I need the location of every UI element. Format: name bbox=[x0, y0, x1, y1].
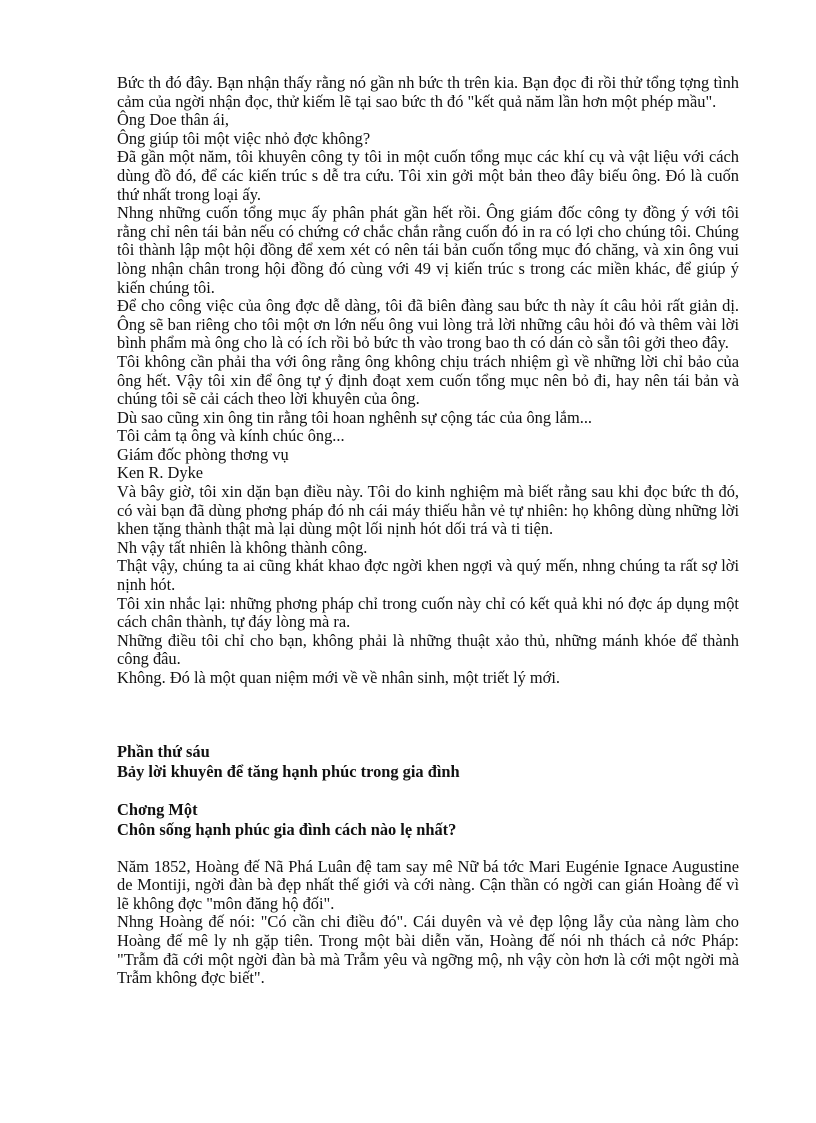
paragraph: Tôi không cần phải tha với ông rằng ông không chịu trách nhiệm gì về những lời chỉ bảo của ông hết. Vậy tôi xin để ông tự ý định đoạt xem cuốn tổng mục nên bỏ đi, hay nên tái bản và chúng tôi sẽ cải cách theo lời khuyên của ông. bbox=[117, 351, 739, 409]
paragraph: Bức th đó đây. Bạn nhận thấy rằng nó gần nh bức th trên kia. Bạn đọc đi rồi thử tổng tợng tình cảm của ngời nhận đọc, thử kiếm lẽ tại sao bức th đó "kết quả năm lần hơn một phép mầu". bbox=[117, 73, 739, 111]
paragraph: Đã gần một năm, tôi khuyên công ty tôi in một cuốn tổng mục các khí cụ và vật liệu với cách dùng đồ đó, để các kiến trúc s dễ tra cứu. Tôi xin gởi một bản theo đây biếu ông. Đó là cuốn thứ nhất trong loại ấy. bbox=[117, 147, 739, 204]
paragraph: Năm 1852, Hoàng đế Nã Phá Luân đệ tam say mê Nữ bá tớc Mari Eugénie Ignace Augustine de Montiji, ngời đàn bà đẹp nhất thế giới và cới nàng. Cận thần có ngời can gián Hoàng đế vì lẽ không đợc "môn đăng hộ đối". bbox=[117, 856, 739, 913]
section-spacer bbox=[117, 840, 739, 858]
paragraph: Nhng Hoàng đế nói: "Có cần chi điều đó". Cái duyên và vẻ đẹp lộng lẫy của nàng làm cho Hoàng đế mê ly nh gặp tiên. Trong một bài diễn văn, Hoàng đế nói nh thách cả nớc Pháp: "Trẫm đã cới một ngời đàn bà mà Trẫm yêu và ngỡng mộ, nh vậy còn hơn là cới một ngời mà Trẫm không đợc biết". bbox=[117, 912, 739, 988]
body-text-top bbox=[117, 74, 739, 688]
document-page bbox=[117, 74, 739, 988]
paragraph: Dù sao cũng xin ông tin rằng tôi hoan nghênh sự cộng tác của ông lắm... bbox=[117, 407, 593, 427]
paragraph: Tôi xin nhắc lại: những phơng pháp chỉ trong cuốn này chỉ có kết quả khi nó đợc áp dụng một cách chân thành, tự đáy lòng mà ra. bbox=[117, 593, 739, 632]
paragraph: Nh vậy tất nhiên là không thành công. bbox=[117, 537, 368, 557]
closing-line: Tôi cảm tạ ông và kính chúc ông... bbox=[117, 426, 345, 446]
paragraph: Nhng những cuốn tổng mục ấy phân phát gần hết rồi. Ông giám đốc công ty đồng ý với tôi rằng chỉ nên tái bản nếu có chứng cớ chắc chắn rằng cuốn đó in ra có lợi cho chúng tôi. Chúng tôi thành lập một hội đồng để xem xét có nên tái bản cuốn tổng mục đó chăng, và xin ông vui lòng nhận chân trong hội đồng đó cùng với 49 vị kiến trúc s trong các miền khác, để giúp ý kiến chúng tôi. bbox=[117, 203, 739, 297]
paragraph: Không. Đó là một quan niệm mới về về nhân sinh, một triết lý mới. bbox=[117, 668, 560, 687]
body-text-bottom bbox=[117, 858, 739, 988]
section-spacer bbox=[117, 782, 739, 800]
paragraph: Và bây giờ, tôi xin dặn bạn điều này. Tôi do kinh nghiệm mà biết rằng sau khi đọc bức th đó, có vài bạn đã dùng phơng pháp đó nh cái máy thiếu hẳn vẻ tự nhiên: họ không dùng những lời khen tặng thành thật mà lại dùng một lối nịnh hót dối trá và ti tiện. bbox=[117, 482, 739, 539]
signature-title: Giám đốc phòng thơng vụ bbox=[117, 444, 289, 464]
chapter-label: Chơng Một bbox=[117, 799, 198, 819]
paragraph: Ông giúp tôi một việc nhỏ đợc không? bbox=[117, 128, 371, 148]
signature-name: Ken R. Dyke bbox=[117, 463, 204, 483]
part-label: Phần thứ sáu bbox=[117, 741, 210, 761]
chapter-title: Chôn sống hạnh phúc gia đình cách nào lẹ nhất? bbox=[117, 819, 457, 839]
paragraph: Để cho công việc của ông đợc dễ dàng, tôi đã biên đàng sau bức th này ít câu hỏi rất giản dị. Ông sẽ ban riêng cho tôi một ơn lớn nếu ông vui lòng trả lời những câu hỏi đó và thêm vài lời bình phẩm mà ông cho là có ích rồi bỏ bức th vào trong bao th có dán cò sẵn tôi gởi theo đây. bbox=[117, 296, 739, 353]
salutation: Ông Doe thân ái, bbox=[117, 110, 229, 130]
part-title: Bảy lời khuyên để tăng hạnh phúc trong gia đình bbox=[117, 761, 460, 781]
paragraph: Thật vậy, chúng ta ai cũng khát khao đợc ngời khen ngợi và quý mến, nhng chúng ta rất sợ lời nịnh hót. bbox=[117, 556, 739, 595]
paragraph: Những điều tôi chỉ cho bạn, không phải là những thuật xảo thủ, những mánh khóe để thành công đâu. bbox=[117, 630, 739, 669]
section-spacer bbox=[117, 688, 739, 742]
